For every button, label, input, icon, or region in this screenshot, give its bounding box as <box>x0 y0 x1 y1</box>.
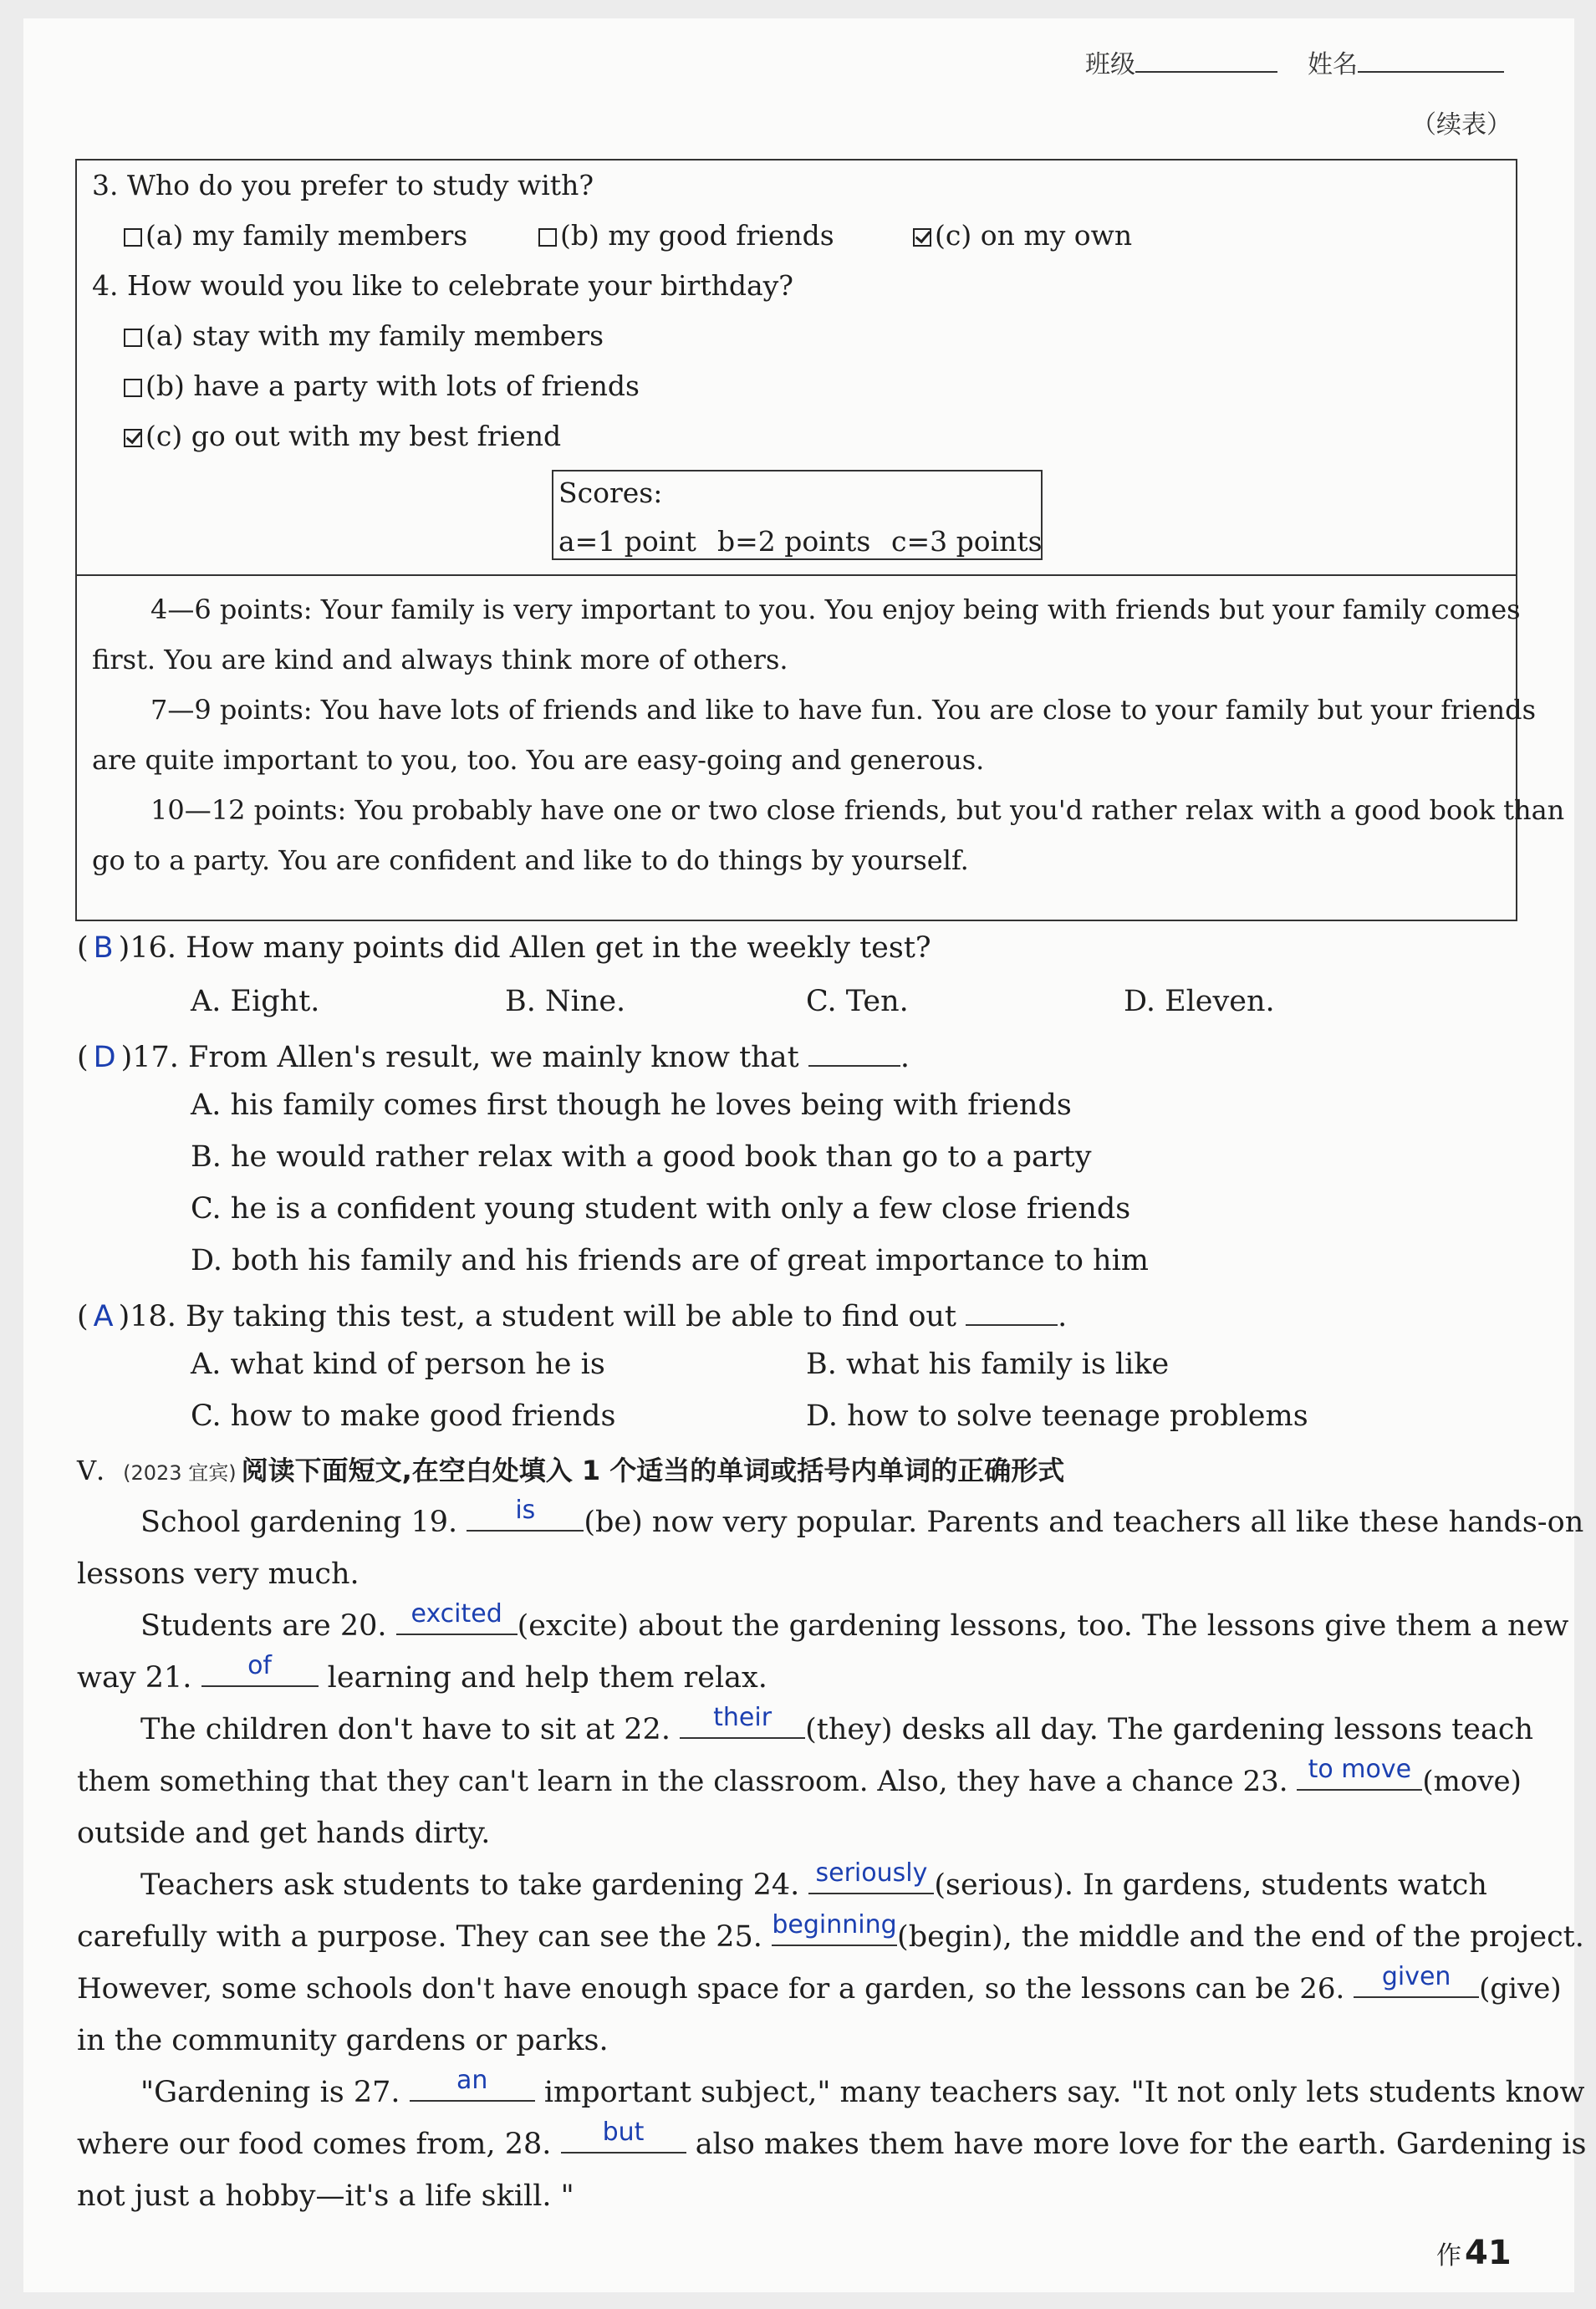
passage-line-4: way 21. of learning and help them relax. <box>77 1651 767 1695</box>
q17-option-c[interactable]: C. he is a confident young student with only a few close friends <box>191 1192 1131 1226</box>
q18-option-a[interactable]: A. what kind of person he is <box>191 1348 605 1381</box>
blank-21[interactable]: of <box>201 1654 319 1687</box>
page-num: 41 <box>1465 2234 1512 2272</box>
q16-option-c[interactable]: C. Ten. <box>806 985 909 1018</box>
passage-line-13: where our food comes from, 28. but also makes them have more love for the earth. Gardening is <box>77 2118 1587 2161</box>
q3-option-b[interactable]: (b) my good friends <box>538 219 834 252</box>
q4-text: 4. How would you like to celebrate your birthday? <box>92 269 793 302</box>
page-number <box>1436 2234 1512 2272</box>
q17-option-b[interactable]: B. he would rather relax with a good book than go to a party <box>191 1140 1092 1174</box>
question-16: ( B )16. How many points did Allen get in the weekly test? <box>77 931 931 965</box>
passage-line-6: them something that they can't learn in the classroom. Also, they have a chance 23. to move (move) <box>77 1755 1522 1798</box>
result-3-line-2: go to a party. You are confident and like to do things by yourself. <box>92 844 969 876</box>
section-numeral: V． <box>77 1455 124 1486</box>
passage-line-3: Students are 20. excited (excite) about the gardening lessons, too. The lessons give them a new <box>140 1599 1569 1643</box>
checked-checkbox-icon[interactable] <box>124 429 142 447</box>
continued-label: （续表） <box>1411 110 1512 140</box>
checkbox-icon[interactable] <box>124 329 142 347</box>
class-field[interactable] <box>1085 43 1277 80</box>
passage-line-14: not just a hobby—it's a life skill. " <box>77 2179 574 2213</box>
blank-26[interactable]: given <box>1354 1965 1479 1998</box>
blank-25[interactable]: beginning <box>772 1913 897 1946</box>
passage-line-5: The children don't have to sit at 22. their (they) desks all day. The gardening lessons teach <box>140 1703 1533 1746</box>
q16-option-d[interactable]: D. Eleven. <box>1124 985 1275 1018</box>
q4-option-c[interactable]: (c) go out with my best friend <box>124 420 561 452</box>
q4-option-a[interactable]: (a) stay with my family members <box>124 319 604 352</box>
name-label: 姓名 <box>1308 50 1358 79</box>
q16-option-a[interactable]: A. Eight. <box>191 985 320 1018</box>
q17-option-d[interactable]: D. both his family and his friends are of great importance to him <box>191 1244 1149 1277</box>
blank-28[interactable]: but <box>561 2120 686 2154</box>
result-2-line-1: 7—9 points: You have lots of friends and like to have fun. You are close to your family but your friends <box>150 694 1537 726</box>
blank-27[interactable]: an <box>410 2068 535 2102</box>
q3-text: 3. Who do you prefer to study with? <box>92 169 594 201</box>
blank-19[interactable]: is <box>467 1498 584 1532</box>
q4-option-b[interactable]: (b) have a party with lots of friends <box>124 370 640 402</box>
blank-23[interactable]: to move <box>1297 1757 1422 1791</box>
blank-22[interactable]: their <box>680 1705 805 1739</box>
q18-option-b[interactable]: B. what his family is like <box>806 1348 1170 1381</box>
q3-option-a[interactable]: (a) my family members <box>124 219 467 252</box>
q18-option-c[interactable]: C. how to make good friends <box>191 1399 616 1433</box>
checkbox-icon[interactable] <box>124 228 142 247</box>
blank-24[interactable]: seriously <box>808 1861 934 1894</box>
question-17: ( D )17. From Allen's result, we mainly know that . <box>77 1037 910 1074</box>
passage-line-2: lessons very much. <box>77 1557 359 1591</box>
passage-line-8: Teachers ask students to take gardening 24. seriously (serious). In gardens, students watch <box>140 1858 1487 1902</box>
q17-option-a[interactable]: A. his family comes first though he loves being with friends <box>191 1088 1072 1122</box>
result-1-line-2: first. You are kind and always think more of others. <box>92 644 788 675</box>
name-field[interactable] <box>1308 43 1504 80</box>
answer-17: D <box>93 1041 116 1074</box>
section-source: (2023 宜宾) <box>123 1461 237 1485</box>
result-2-line-2: are quite important to you, too. You are easy-going and generous. <box>92 744 985 776</box>
blank-20[interactable]: excited <box>396 1602 518 1635</box>
checkbox-icon[interactable] <box>124 379 142 397</box>
scores-title: Scores: <box>558 477 663 509</box>
result-1-line-1: 4—6 points: Your family is very important to you. You enjoy being with friends but your family comes <box>150 594 1521 625</box>
question-18: ( A )18. By taking this test, a student will be able to find out . <box>77 1296 1067 1333</box>
q3-option-c[interactable]: (c) on my own <box>913 219 1132 252</box>
passage-line-12: "Gardening is 27. an important subject," many teachers say. "It not only lets students know <box>140 2066 1585 2109</box>
worksheet-page <box>23 18 1587 2292</box>
passage-line-10: However, some schools don't have enough space for a garden, so the lessons can be 26. given (give) <box>77 1962 1562 2006</box>
q18-option-d[interactable]: D. how to solve teenage problems <box>806 1399 1308 1433</box>
answer-18: A <box>93 1300 114 1333</box>
score-b: b=2 points <box>717 525 871 558</box>
q16-option-b[interactable]: B. Nine. <box>505 985 626 1018</box>
answer-16: B <box>93 931 114 965</box>
passage-line-1: School gardening 19. is (be) now very popular. Parents and teachers all like these hands-on <box>140 1496 1584 1539</box>
section-instruction: 阅读下面短文,在空白处填入 1 个适当的单词或括号内单词的正确形式 <box>241 1455 1065 1486</box>
result-3-line-1: 10—12 points: You probably have one or two close friends, but you'd rather relax with a good book than <box>150 794 1565 826</box>
table-divider <box>77 574 1516 576</box>
score-c: c=3 points <box>891 525 1043 558</box>
passage-line-7: outside and get hands dirty. <box>77 1817 491 1850</box>
page-prefix: 作 <box>1436 2241 1461 2271</box>
passage-line-9: carefully with a purpose. They can see the 25. beginning (begin), the middle and the end of the project. <box>77 1910 1584 1954</box>
passage-line-11: in the community gardens or parks. <box>77 2024 609 2057</box>
checkbox-icon[interactable] <box>538 228 557 247</box>
class-label: 班级 <box>1085 50 1135 79</box>
section-5-heading <box>77 1450 1064 1488</box>
score-a: a=1 point <box>558 525 696 558</box>
checked-checkbox-icon[interactable] <box>913 228 931 247</box>
